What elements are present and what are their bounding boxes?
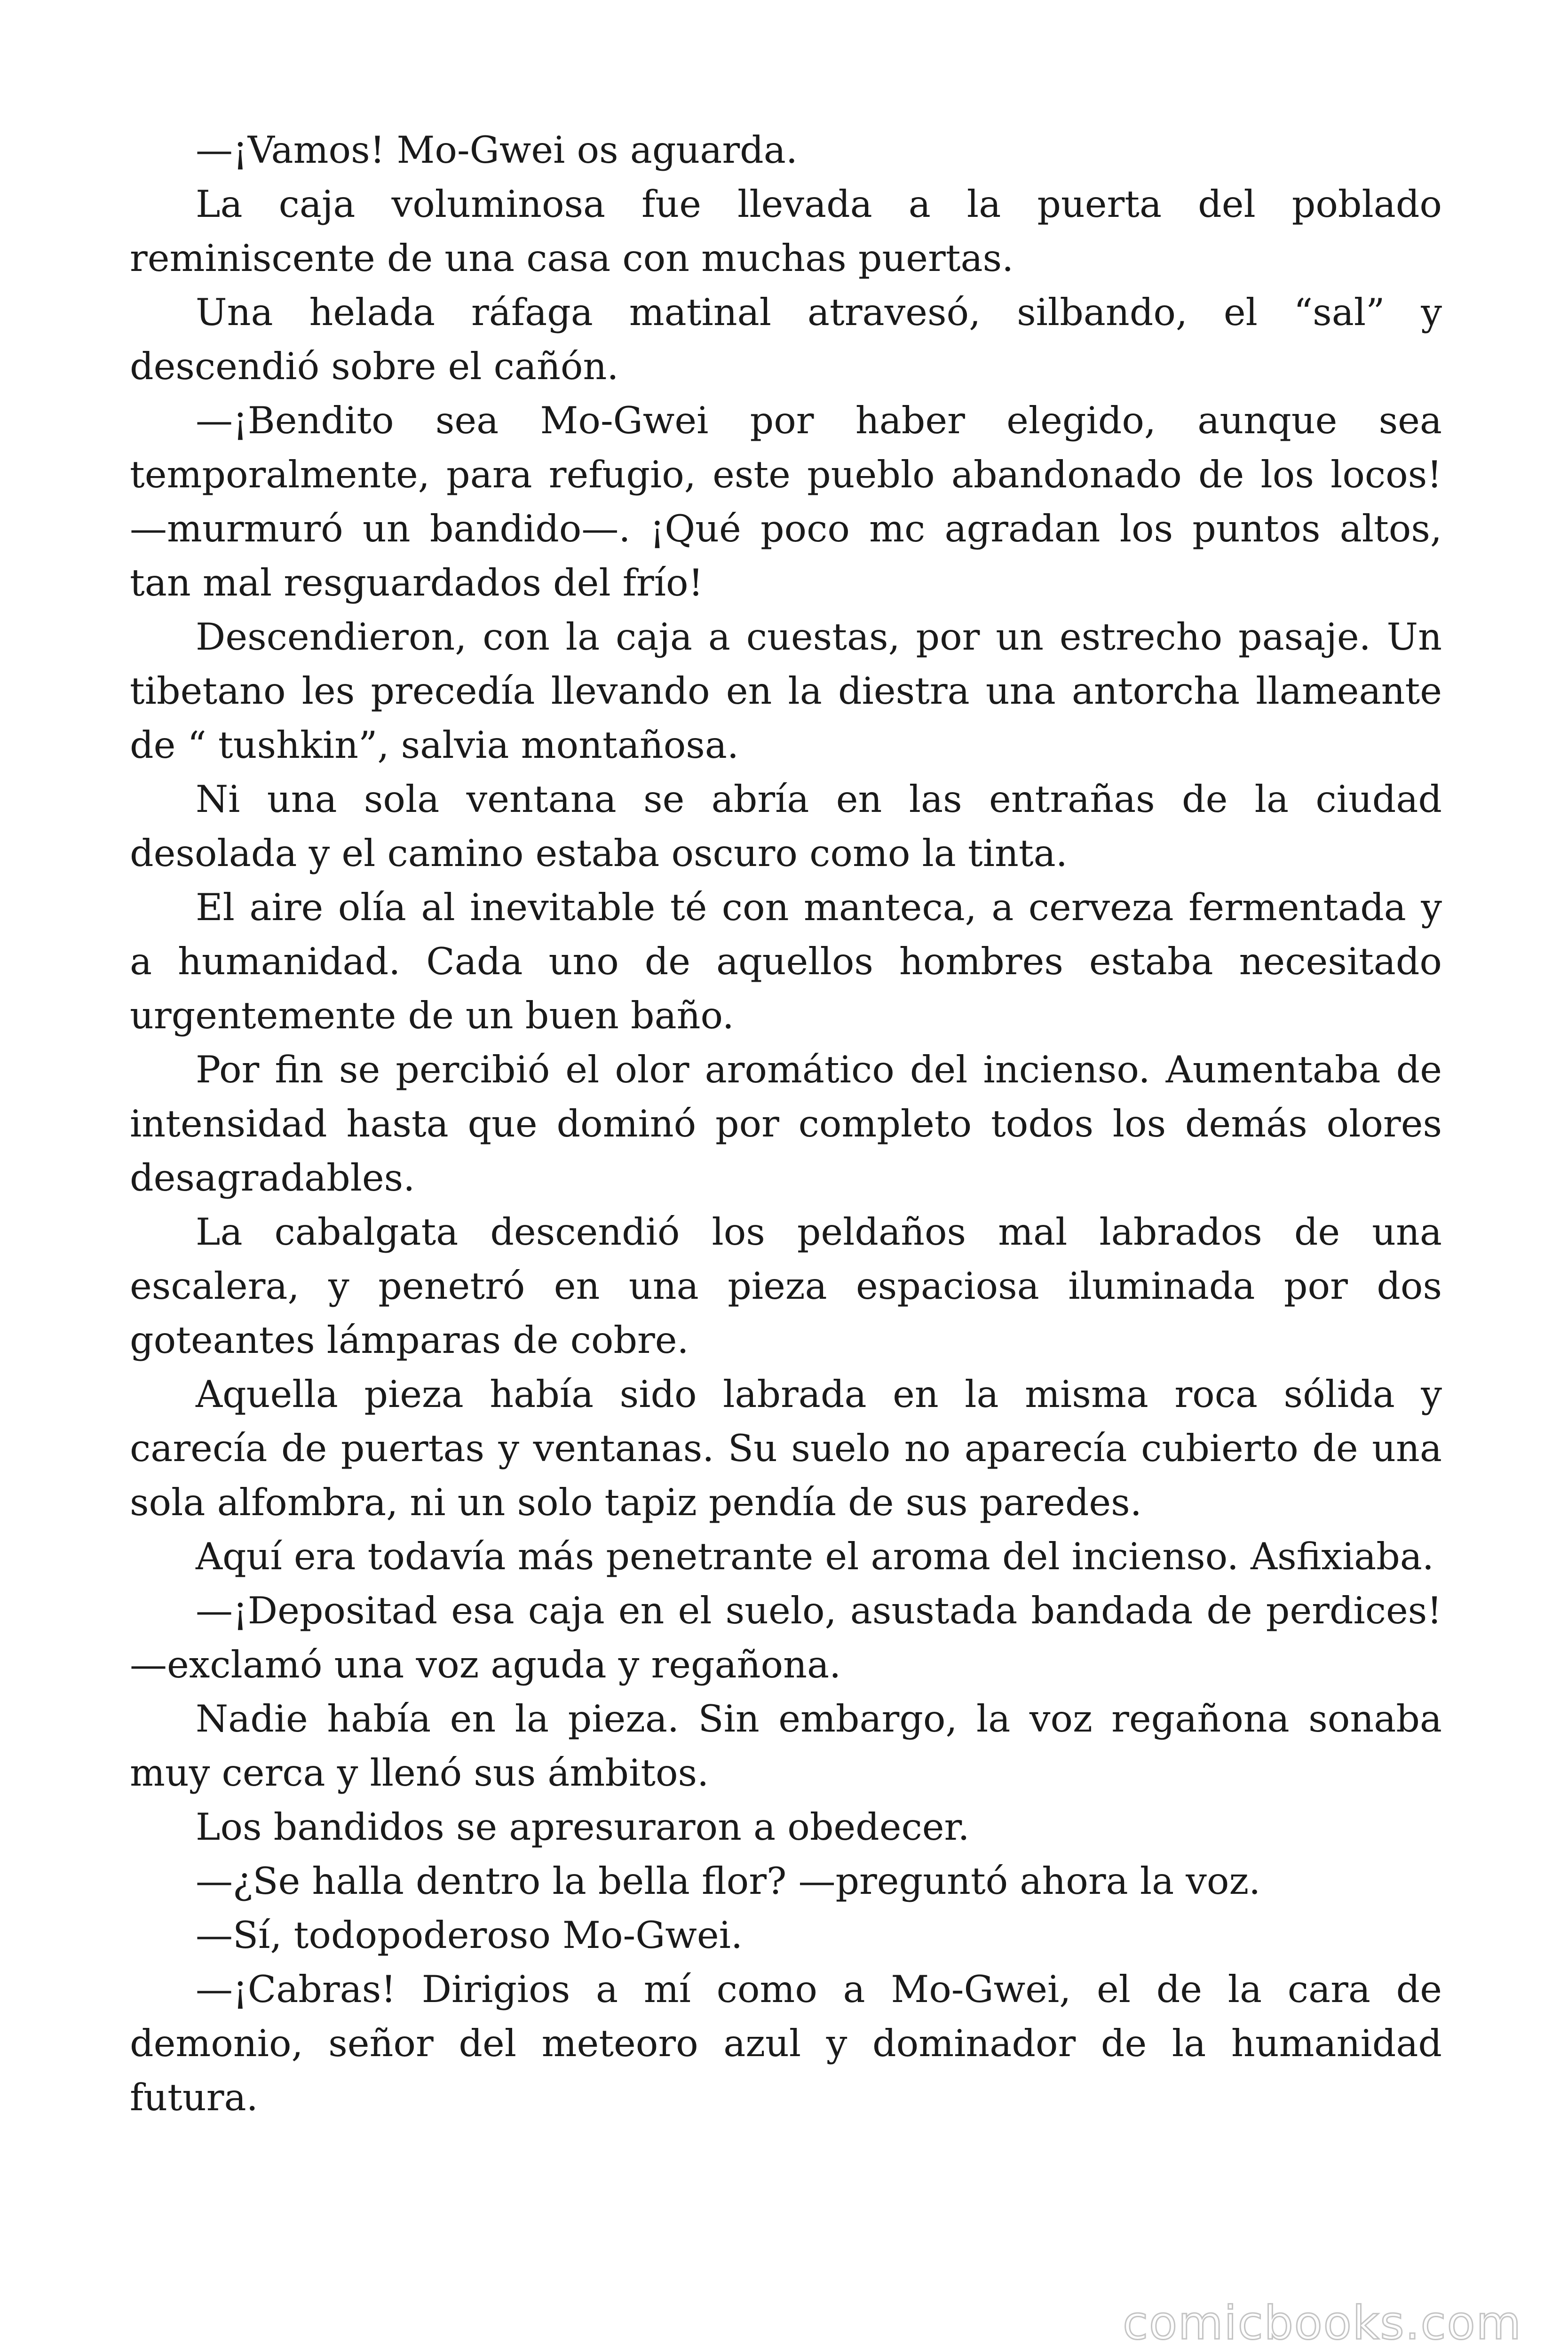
paragraph: Nadie había en la pieza. Sin embargo, la voz regañona sonaba muy cerca y llenó sus ámbitos. bbox=[130, 1697, 1442, 1795]
paragraph: —¡Vamos! Mo-Gwei os aguarda. bbox=[196, 128, 798, 172]
paragraph: Una helada ráfaga matinal atravesó, silbando, el “sal” y descendió sobre el cañón. bbox=[130, 291, 1442, 388]
paragraph: —¿Se halla dentro la bella flor? —preguntó ahora la voz. bbox=[196, 1859, 1261, 1903]
paragraph: Aquí era todavía más penetrante el aroma del incienso. Asfixiaba. bbox=[196, 1535, 1434, 1578]
paragraph: Ni una sola ventana se abría en las entrañas de la ciudad desolada y el camino estaba oscuro como la tinta. bbox=[130, 778, 1442, 875]
paragraph: La cabalgata descendió los peldaños mal labrados de una escalera, y penetró en una pieza espaciosa iluminada por dos goteantes lámparas de cobre. bbox=[130, 1210, 1442, 1362]
paragraph: Por fin se percibió el olor aromático del incienso. Aumentaba de intensidad hasta que dominó por completo todos los demás olores desagradables. bbox=[130, 1048, 1442, 1200]
paragraph: —¡Bendito sea Mo-Gwei por haber elegido, aunque sea temporalmente, para refugio, este pueblo abandonado de los locos! —murmuró un bandido—. ¡Qué poco mc agradan los puntos altos, tan mal resguardados del frío! bbox=[130, 399, 1442, 604]
paragraph: Aquella pieza había sido labrada en la misma roca sólida y carecía de puertas y ventanas. Su suelo no aparecía cubierto de una sola alfombra, ni un solo tapiz pendía de sus paredes. bbox=[130, 1373, 1442, 1524]
paragraph: —¡Cabras! Dirigios a mí como a Mo-Gwei, el de la cara de demonio, señor del meteoro azul y dominador de la humanidad futura. bbox=[130, 1968, 1442, 2119]
watermark: comicbooks.com bbox=[1123, 2296, 1522, 2350]
paragraph: —¡Depositad esa caja en el suelo, asustada bandada de perdices! —exclamó una voz aguda y regañona. bbox=[130, 1589, 1442, 1686]
paragraph: Los bandidos se apresuraron a obedecer. bbox=[196, 1805, 970, 1849]
page-text bbox=[130, 123, 1442, 2125]
paragraph: Descendieron, con la caja a cuestas, por un estrecho pasaje. Un tibetano les precedía llevando en la diestra una antorcha llameante de “ tushkin”, salvia montañosa. bbox=[130, 615, 1442, 767]
paragraph: El aire olía al inevitable té con manteca, a cerveza fermentada y a humanidad. Cada uno de aquellos hombres estaba necesitado urgentemente de un buen baño. bbox=[130, 886, 1442, 1037]
paragraph: —Sí, todopoderoso Mo-Gwei. bbox=[196, 1914, 743, 1957]
paragraph: La caja voluminosa fue llevada a la puerta del poblado reminiscente de una casa con muchas puertas. bbox=[130, 183, 1442, 280]
